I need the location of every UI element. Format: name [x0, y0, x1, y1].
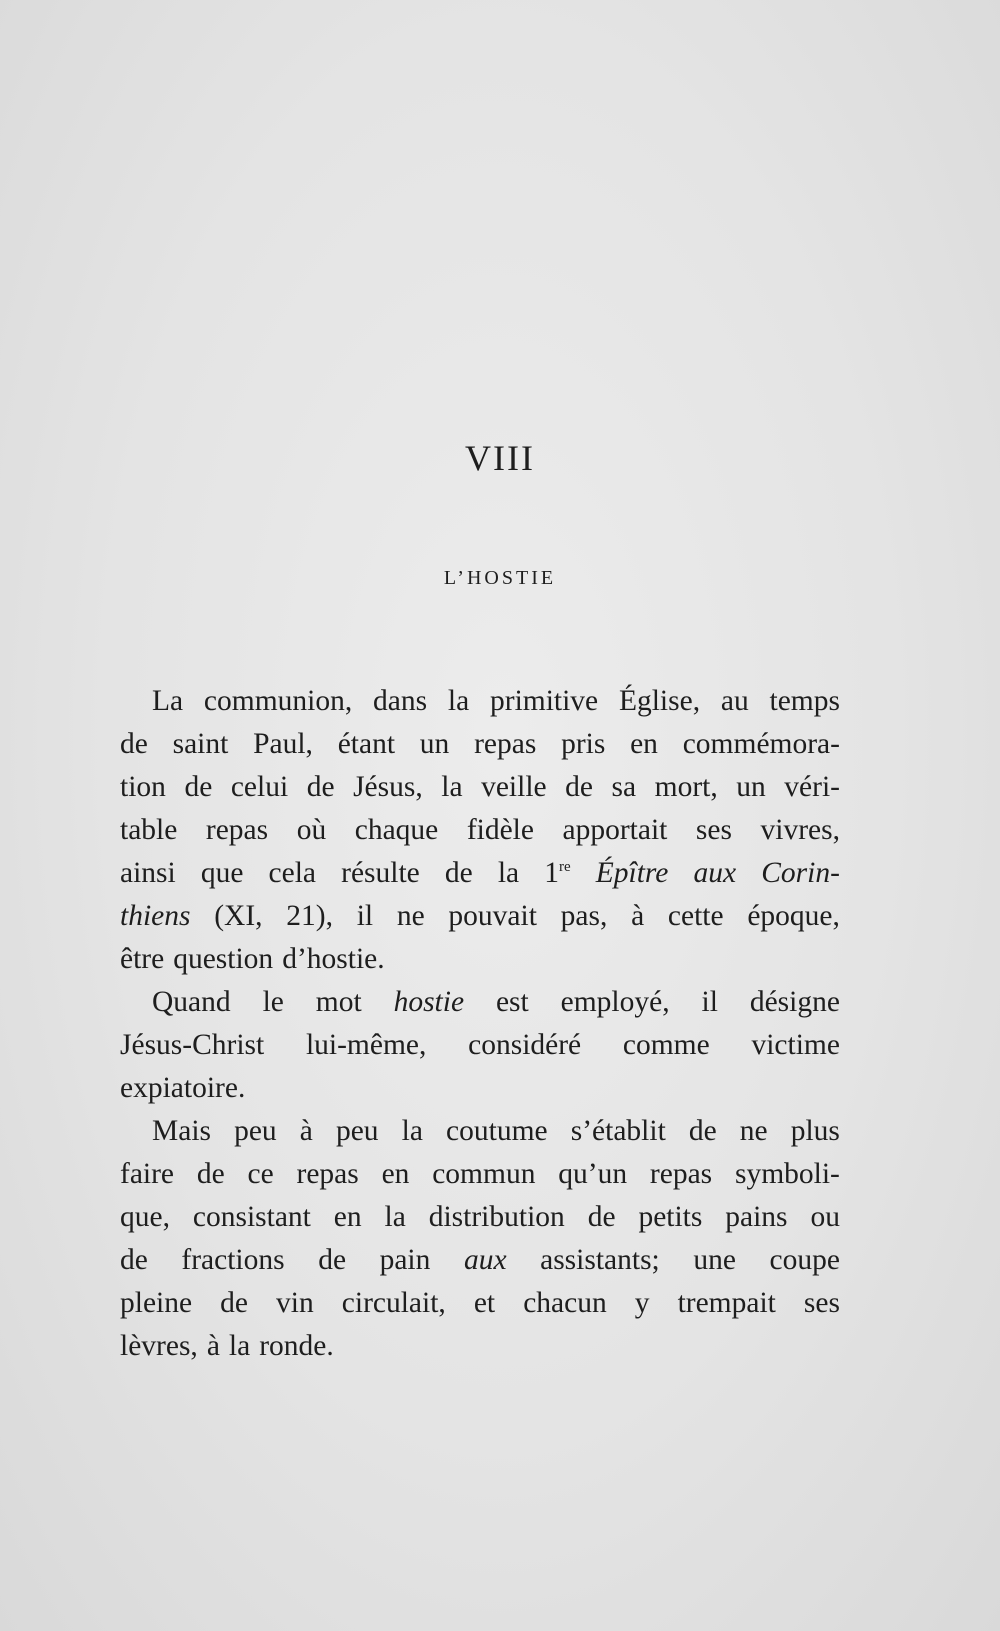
word: aux: [693, 857, 737, 889]
word: où: [296, 814, 327, 846]
word: fidèle: [466, 814, 534, 846]
word: victime: [751, 1029, 840, 1061]
word: vivres,: [760, 814, 840, 846]
word: y: [634, 1287, 650, 1319]
word: il: [701, 986, 718, 1018]
text-line: [120, 1325, 840, 1368]
word: peu: [335, 1115, 379, 1147]
word: en: [630, 728, 658, 760]
word: circulait,: [341, 1287, 446, 1319]
word: Quand: [152, 986, 231, 1018]
word: le: [262, 986, 284, 1018]
word: étant: [337, 728, 396, 760]
word: ronde.: [259, 1330, 334, 1362]
word: de: [306, 771, 335, 803]
word: de: [318, 1244, 347, 1276]
word: (XI,: [214, 900, 263, 932]
word: lui-même,: [305, 1029, 427, 1061]
word: de: [120, 728, 148, 760]
word: la: [228, 1330, 251, 1362]
word: ses: [803, 1287, 840, 1319]
word: d’hostie.: [282, 943, 385, 975]
word: dans: [373, 685, 428, 717]
word: commémora-: [682, 728, 840, 760]
word: ce: [247, 1158, 274, 1190]
word: s’établit: [570, 1115, 666, 1147]
word: hostie: [393, 986, 465, 1018]
word: la: [447, 685, 470, 717]
word: La: [152, 685, 184, 717]
text-line: [120, 895, 840, 938]
word: pleine: [120, 1287, 193, 1319]
word: Mais: [152, 1115, 211, 1147]
text-line: [120, 938, 840, 981]
word: ou: [810, 1201, 840, 1233]
word: trempait: [677, 1287, 776, 1319]
word: sa: [611, 771, 637, 803]
word: qu’un: [558, 1158, 628, 1190]
word: ses: [695, 814, 732, 846]
word: petits: [638, 1201, 703, 1233]
word: symboli-: [734, 1158, 840, 1190]
word: à: [299, 1115, 313, 1147]
text-line: [120, 766, 840, 809]
word: fractions: [181, 1244, 285, 1276]
word: la: [401, 1115, 423, 1147]
word: coupe: [769, 1244, 840, 1276]
text-line: [120, 852, 840, 895]
word: aux: [463, 1244, 507, 1276]
word: ainsi: [120, 857, 176, 889]
word: à: [631, 900, 645, 932]
word: mot: [315, 986, 362, 1018]
word: la: [384, 1201, 406, 1233]
word: de: [184, 771, 213, 803]
word: considéré: [468, 1029, 582, 1061]
word: de: [587, 1201, 616, 1233]
word: résulte: [341, 857, 420, 889]
word: apportait: [562, 814, 668, 846]
word: expiatoire.: [120, 1072, 246, 1104]
word: époque,: [747, 900, 840, 932]
word: au: [720, 685, 749, 717]
word: ne: [739, 1115, 768, 1147]
word: 1re: [544, 857, 571, 889]
word: celui: [230, 771, 289, 803]
word: consistant: [192, 1201, 311, 1233]
word: de: [196, 1158, 225, 1190]
word: pouvait: [448, 900, 537, 932]
word: un: [419, 728, 450, 760]
word: repas: [205, 814, 269, 846]
word: repas: [649, 1158, 713, 1190]
word: comme: [622, 1029, 710, 1061]
word: peu: [234, 1115, 277, 1147]
word: être: [120, 943, 165, 975]
word: de: [565, 771, 593, 803]
word: chaque: [354, 814, 439, 846]
word: commun: [432, 1158, 536, 1190]
word: un: [736, 771, 766, 803]
word: Paul,: [253, 728, 313, 760]
word: faire: [120, 1158, 175, 1190]
text-line: [120, 1239, 840, 1282]
word: cette: [667, 900, 724, 932]
word: tion: [120, 771, 166, 803]
word: désigne: [749, 986, 840, 1018]
word: chacun: [523, 1287, 607, 1319]
word: coutume: [446, 1115, 548, 1147]
word: repas: [474, 728, 537, 760]
word: de: [120, 1244, 148, 1276]
word: distribution: [428, 1201, 565, 1233]
chapter-number: VIII: [465, 438, 535, 478]
chapter-title: L’HOSTIE: [443, 567, 557, 589]
word: est: [495, 986, 529, 1018]
text-line: [120, 1196, 840, 1239]
word: pas,: [560, 900, 608, 932]
word: une: [693, 1244, 736, 1276]
word: table: [120, 814, 178, 846]
word: repas: [296, 1158, 359, 1190]
text-line: [120, 723, 840, 766]
word: en: [333, 1201, 362, 1233]
text-line: [120, 1110, 840, 1153]
word: mort,: [654, 771, 718, 803]
word: pains: [725, 1201, 788, 1233]
text-line: [120, 680, 840, 723]
word: assistants;: [540, 1244, 660, 1276]
word: vin: [276, 1287, 314, 1319]
word: que,: [120, 1201, 170, 1233]
word: temps: [769, 685, 840, 717]
word: 21),: [286, 900, 333, 932]
word: ne: [396, 900, 425, 932]
word: thiens: [120, 900, 191, 932]
word: employé,: [560, 986, 670, 1018]
word: il: [356, 900, 374, 932]
word: de: [220, 1287, 248, 1319]
word: lèvres,: [120, 1330, 198, 1362]
word: pris: [561, 728, 606, 760]
word: la: [441, 771, 463, 803]
word: cela: [268, 857, 317, 889]
word: et: [473, 1287, 496, 1319]
text-line: [120, 1153, 840, 1196]
word: véri-: [784, 771, 840, 803]
word: question: [173, 943, 274, 975]
word: saint: [172, 728, 229, 760]
word: à: [206, 1330, 220, 1362]
word: Église,: [618, 685, 701, 717]
word: plus: [790, 1115, 840, 1147]
text-line: [120, 981, 840, 1024]
text-line: [120, 1024, 840, 1067]
text-line: [120, 809, 840, 852]
word: Épître: [595, 857, 669, 889]
body-text: [120, 680, 840, 1368]
word: communion,: [203, 685, 353, 717]
word: Jésus,: [353, 771, 423, 803]
word: Jésus-Christ: [120, 1029, 265, 1061]
word: de: [688, 1115, 717, 1147]
word: en: [381, 1158, 410, 1190]
text-line: [120, 1067, 840, 1110]
word: primitive: [490, 685, 599, 717]
word: veille: [481, 771, 547, 803]
word: pain: [379, 1244, 431, 1276]
word: de: [444, 857, 473, 889]
text-line: [120, 1282, 840, 1325]
word: Corin-: [761, 857, 840, 889]
word: la: [497, 857, 520, 889]
word: que: [200, 857, 244, 889]
